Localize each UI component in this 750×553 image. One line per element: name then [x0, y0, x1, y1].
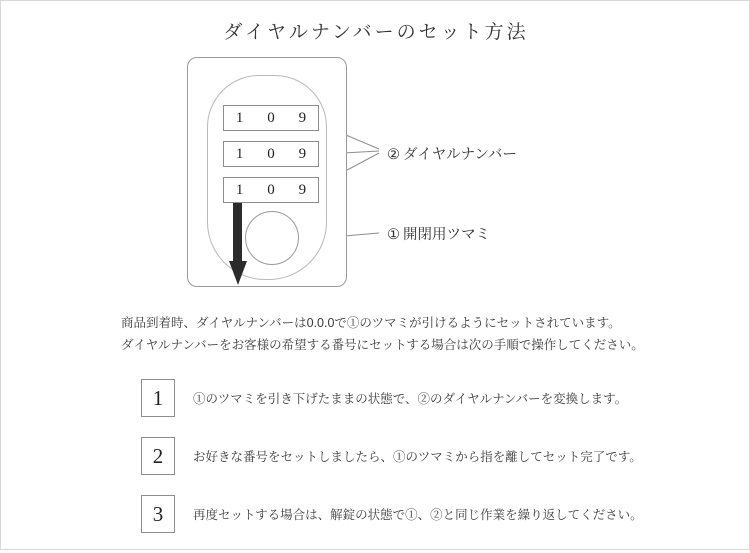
description-line: ダイヤルナンバーをお客様の希望する番号にセットする場合は次の手順で操作してください。	[121, 337, 644, 352]
dial-digit: 0	[267, 109, 275, 126]
lock-illustration	[187, 57, 347, 287]
step-number: 2	[141, 437, 175, 475]
description-line: 商品到着時、ダイヤルナンバーは0.0.0で①のツマミが引けるようにセットされています。	[121, 316, 621, 330]
step-text: 再度セットする場合は、解錠の状態で①、②と同じ作業を繰り返してください。	[193, 508, 643, 522]
step-number: 3	[141, 495, 175, 533]
steps-list	[141, 379, 661, 553]
callout-knob	[387, 223, 490, 244]
description-text	[121, 313, 681, 357]
dial-digit: 1	[235, 109, 244, 126]
step-item	[141, 495, 661, 533]
knob	[245, 211, 299, 265]
step-item	[141, 437, 661, 475]
arrow-down-icon	[227, 203, 249, 287]
step-item	[141, 379, 661, 417]
dial-digit: 1	[235, 145, 244, 162]
callout-label: 開閉用ツマミ	[403, 227, 490, 243]
dial-row	[223, 177, 319, 203]
step-number: 1	[141, 379, 175, 417]
step-text: ①のツマミを引き下げたままの状態で、②のダイヤルナンバーを変換します。	[193, 392, 628, 406]
dial-digit: 9	[298, 145, 307, 162]
dial-digit: 9	[298, 109, 307, 126]
dial-digit: 1	[235, 181, 244, 198]
page-title: ダイヤルナンバーのセット方法	[223, 22, 529, 43]
step-text: お好きな番号をセットしましたら、①のツマミから指を離してセット完了です。	[193, 450, 642, 464]
dial-row	[223, 105, 319, 131]
dial-digit: 0	[267, 181, 275, 198]
callout-marker: ②	[387, 147, 400, 163]
callout-label: ダイヤルナンバー	[403, 147, 517, 163]
dial-digit: 9	[298, 181, 307, 198]
dial-digit: 0	[267, 145, 275, 162]
callout-dial-number	[387, 143, 517, 164]
dial-row	[223, 141, 319, 167]
callout-marker: ①	[387, 227, 400, 243]
